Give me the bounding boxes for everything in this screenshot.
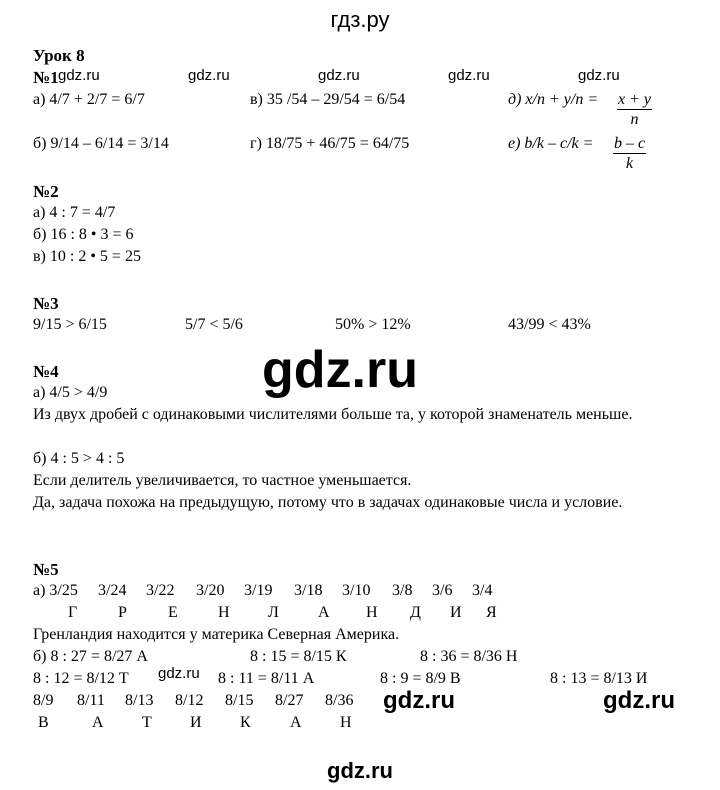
task3-item-1: 9/15 > 6/15 [33,316,107,333]
task4-rule-1: Из двух дробей с одинаковыми числителями больше та, у которой знаменатель меньше. [33,406,633,423]
watermark-big: gdz.ru [262,341,418,399]
task1-d-fraction [617,90,652,130]
task5-b-frac: 8/12 [175,692,204,709]
lesson-title: Урок 8 [33,46,85,65]
site-title: гдз.ру [330,7,390,32]
watermark-small-4: gdz.ru [448,67,490,84]
task5-b-row1-1: б) 8 : 27 = 8/27 А [33,648,148,665]
task1-b: б) 9/14 – 6/14 = 3/14 [33,135,169,152]
task5-b-frac: 8/27 [275,692,304,709]
watermark-small-1: gdz.ru [58,67,100,84]
watermark-small-3: gdz.ru [318,67,360,84]
task5-a-frac: 3/10 [342,582,371,599]
watermark-small-5: gdz.ru [578,67,620,84]
task4-label: №4 [33,362,59,381]
task5-b-frac: 8/15 [225,692,254,709]
task5-b-fractions [0,691,380,711]
task4-a: а) 4/5 > 4/9 [33,384,108,401]
task3-item-2: 5/7 < 5/6 [185,316,243,333]
task1-e-denominator: k [626,155,634,172]
watermark-small-2: gdz.ru [188,67,230,84]
task5-a-letter: Н [218,604,230,621]
task5-a-letter: Я [486,604,497,621]
task5-a-frac: 3/24 [98,582,127,599]
task5-b-letters [0,713,380,733]
task5-b-frac: 8/9 [33,692,54,709]
task5-a-frac: 3/4 [472,582,493,599]
task5-a-frac: 3/6 [432,582,453,599]
task1-label: №1 [33,68,59,87]
task5-b-letter: К [240,714,251,731]
task1-d-numerator: x + y [618,91,651,108]
task5-b-letter: А [290,714,302,731]
task5-a-letter: Л [268,604,279,621]
task2-label: №2 [33,182,59,201]
task5-label: №5 [33,560,59,579]
task5-b-row2-3: 8 : 9 = 8/9 В [380,670,461,687]
task2-line-a: а) 4 : 7 = 4/7 [33,204,116,221]
task1-d-prefix: д) x/n + y/n = [508,91,599,108]
task5-a-frac: 3/19 [244,582,273,599]
task5-a-letters [0,603,720,623]
task5-b-letter: Н [340,714,352,731]
task5-b-row2-1: 8 : 12 = 8/12 Т [33,670,129,687]
task1-a: а) 4/7 + 2/7 = 6/7 [33,91,145,108]
task1-d-denominator: n [630,111,639,128]
task1-g: г) 18/75 + 46/75 = 64/75 [250,135,410,152]
watermark-footer: gdz.ru [327,758,393,783]
task5-b-frac: 8/36 [325,692,354,709]
task5-b-letter: Т [142,714,152,731]
task5-b-row2-4: 8 : 13 = 8/13 И [550,670,648,687]
task5-b-row2-2: 8 : 11 = 8/11 А [218,670,315,687]
task3-label: №3 [33,294,59,313]
task5-b-frac: 8/11 [77,692,105,709]
task1-e-prefix: е) b/k – c/k = [508,135,594,152]
task4-answer: Да, задача похожа на предыдущую, потому что в задачах одинаковые числа и условие. [33,494,623,511]
watermark-small-6: gdz.ru [158,665,200,682]
task2-line-v: в) 10 : 2 • 5 = 25 [33,248,141,265]
watermark-mid-2: gdz.ru [603,687,675,714]
task3-item-4: 43/99 < 43% [508,316,591,333]
task5-a-fractions [0,581,720,601]
task5-a-letter: А [318,604,330,621]
watermark-mid-1: gdz.ru [383,687,455,714]
task5-b-letter: В [38,714,49,731]
task5-a-letter: И [450,604,462,621]
task5-a-letter: Р [118,604,127,621]
task2-line-b: б) 16 : 8 • 3 = 6 [33,226,134,243]
task4-b: б) 4 : 5 > 4 : 5 [33,450,125,467]
task5-a-letter: Е [168,604,178,621]
task5-a-frac: 3/20 [196,582,225,599]
task5-b-letter: И [190,714,202,731]
task5-a-frac: а) 3/25 [33,582,78,599]
task1-v: в) 35 /54 – 29/54 = 6/54 [250,91,406,108]
task5-b-row1-2: 8 : 15 = 8/15 К [250,648,347,665]
task5-b-row1-3: 8 : 36 = 8/36 Н [420,648,518,665]
task5-a-sentence: Гренландия находится у материка Северная Америка. [33,626,400,643]
task5-a-frac: 3/22 [146,582,175,599]
task1-e-numerator: b – c [614,135,646,152]
task3-item-3: 50% > 12% [335,316,411,333]
task5-a-letter: Г [68,604,78,621]
task5-a-letter: Д [410,604,421,621]
task1-e-fraction [613,134,646,174]
task5-b-letter: А [92,714,104,731]
task5-a-letter: Н [366,604,378,621]
task4-rule-2: Если делитель увеличивается, то частное уменьшается. [33,472,412,489]
task5-a-frac: 3/18 [294,582,323,599]
task5-b-frac: 8/13 [125,692,154,709]
task5-a-frac: 3/8 [392,582,413,599]
